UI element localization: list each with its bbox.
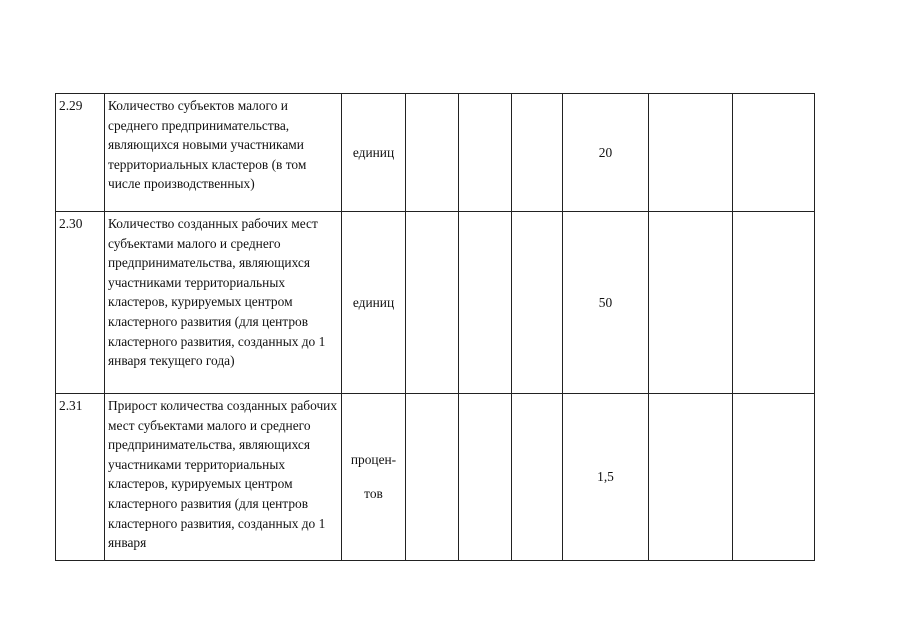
empty-cell — [512, 212, 563, 394]
unit-cell: единиц — [342, 94, 406, 212]
value-cell: 1,5 — [563, 394, 649, 561]
indicator-name: Прирост количества созданных рабочих мест субъектами малого и среднего предпринимательства, являющихся участниками территориальных кластеров, курируемых центром кластерного развития (для центров кластерного развития, созданных до 1 января — [105, 394, 342, 561]
row-number: 2.30 — [56, 212, 105, 394]
empty-cell — [512, 94, 563, 212]
indicator-name: Количество созданных рабочих мест субъектами малого и среднего предпринимательства, являющихся участниками территориальных кластеров, курируемых центром кластерного развития (для центров кластерного развития, созданных до 1 января текущего года) — [105, 212, 342, 394]
table-row — [56, 212, 815, 394]
empty-cell — [512, 394, 563, 561]
empty-cell — [649, 94, 733, 212]
empty-cell — [649, 394, 733, 561]
indicator-name: Количество субъектов малого и среднего предпринимательства, являющихся новыми участниками территориальных кластеров (в том числе производственных) — [105, 94, 342, 212]
empty-cell — [459, 212, 512, 394]
empty-cell — [733, 94, 815, 212]
empty-cell — [406, 394, 459, 561]
value-cell: 20 — [563, 94, 649, 212]
unit-cell — [342, 394, 406, 561]
empty-cell — [459, 394, 512, 561]
row-number: 2.29 — [56, 94, 105, 212]
empty-cell — [406, 94, 459, 212]
indicators-table — [55, 93, 815, 561]
unit-line: тов — [364, 486, 383, 501]
unit-line: процен- — [350, 452, 397, 468]
empty-cell — [649, 212, 733, 394]
value-cell: 50 — [563, 212, 649, 394]
table-row — [56, 394, 815, 561]
table-row — [56, 94, 815, 212]
empty-cell — [406, 212, 459, 394]
unit-cell: единиц — [342, 212, 406, 394]
empty-cell — [733, 394, 815, 561]
row-number: 2.31 — [56, 394, 105, 561]
empty-cell — [733, 212, 815, 394]
empty-cell — [459, 94, 512, 212]
